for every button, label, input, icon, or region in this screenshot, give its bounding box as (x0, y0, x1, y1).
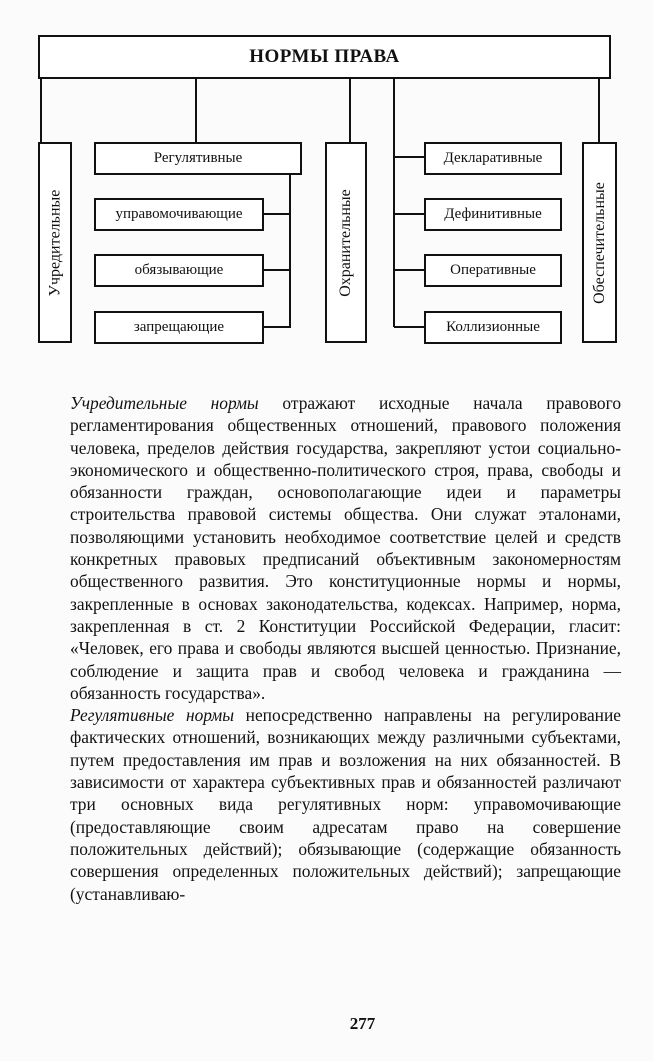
special-norm-label: Декларативные (443, 150, 543, 166)
securing-norms-label: Обеспечительные (590, 181, 608, 304)
page-number: 277 (349, 1014, 376, 1033)
special-norm-label: Коллизионные (446, 319, 540, 335)
regulative-norms-box (94, 142, 302, 175)
protective-norms-box (325, 142, 367, 343)
regulative-kind-box (94, 198, 264, 231)
paragraph-regulative (70, 704, 621, 905)
regulative-kind-label: запрещающие (133, 319, 225, 335)
special-norm-box (424, 142, 562, 175)
special-norm-label: Оперативные (450, 262, 536, 278)
paragraph-constituent (70, 392, 621, 704)
regulative-kind-box (94, 254, 264, 287)
paragraph-regulative-text: непосредственно направлены на регулирование фактических отношений, возникающих между различными субъектами, путем предоставления им прав и возложения на них обязанностей. В зависимости от характера субъективных прав и обязанностей различают три основных вида регулятивных норм: управомочивающие (предоставляющие своим адресатам право на совершение положительных действий); обязывающие (содержащие обязанность совершения определенных положительных действий); запрещающие (устанавливаю- (70, 705, 622, 904)
paragraph-constituent-text: отражают исходные начала правового регламентирования общественных отношений, правового положения человека, пределов действия государства, закрепляют устои социально-экономического и общественно-политического строя, права, свободы и обязанности граждан, основополагающие идеи и параметры строительства правовой системы общества. Они служат эталонами, позволяющими установить необходимое соответствие целей и средств конкретных правовых предписаний объективным закономерностям общественного развития. Это конституционные нормы и нормы, закрепленные в основах законодательства, кодексах. Например, норма, закрепленная в ст. 2 Конституции Российской Федерации, гласит: «Человек, его права и свободы являются высшей ценностью. Признание, соблюдение и защита прав и свобод человека и гражданина — обязанность государства». (70, 393, 622, 703)
regulative-kind-label: управомочивающие (115, 206, 243, 222)
diagram-title: НОРМЫ ПРАВА (249, 46, 400, 67)
constituent-norms-label: Учредительные (46, 189, 64, 296)
regulative-norms-label: Регулятивные (153, 150, 243, 166)
body-text (70, 392, 621, 905)
term-constituent: Учредительные нормы (70, 393, 259, 413)
special-norm-label: Дефинитивные (444, 206, 542, 222)
term-regulative: Регулятивные нормы (70, 705, 235, 726)
regulative-kind-label: обязывающие (134, 262, 224, 278)
special-norm-box (424, 311, 562, 344)
special-norm-box (424, 254, 562, 287)
securing-norms-box (582, 142, 617, 343)
protective-norms-label: Охранительные (337, 188, 355, 297)
diagram-title-box (38, 35, 611, 79)
regulative-kind-box (94, 311, 264, 344)
constituent-norms-box (38, 142, 72, 343)
special-norm-box (424, 198, 562, 231)
